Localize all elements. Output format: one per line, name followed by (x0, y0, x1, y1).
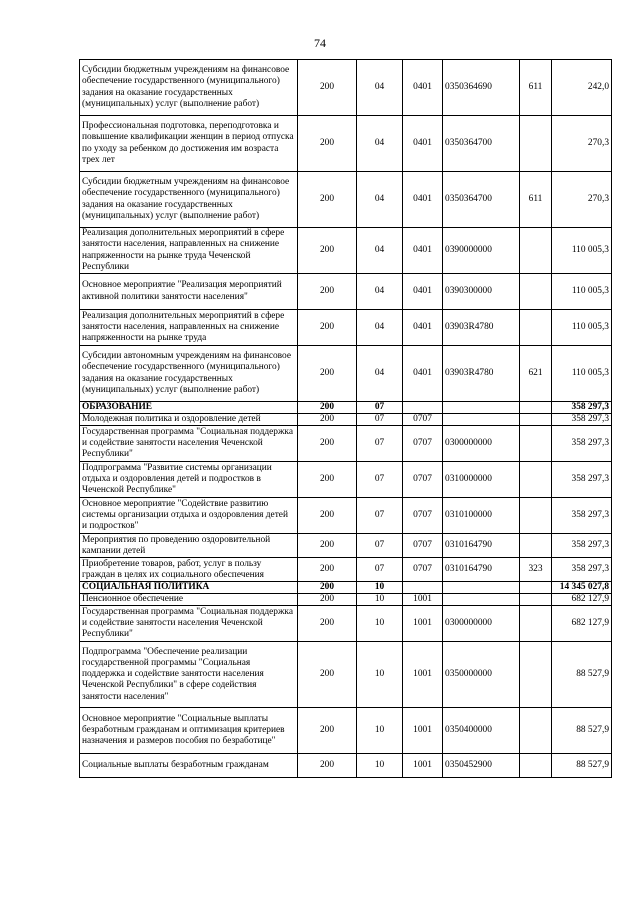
row-subsection: 1001 (403, 708, 443, 754)
row-section: 10 (357, 606, 403, 642)
row-expense-type (520, 274, 552, 310)
table-row (80, 558, 612, 582)
row-name: Подпрограмма "Обеспечение реализации государственной программы "Социальная поддержка и содействие занятости населения Чеченской Республики" в сфере содействия занятости населения" (80, 642, 298, 708)
row-subsection: 0401 (403, 116, 443, 172)
row-amount: 358 297,3 (552, 402, 612, 414)
row-subsection: 0707 (403, 558, 443, 582)
row-grbs: 200 (298, 426, 357, 462)
row-expense-type (520, 228, 552, 274)
row-section: 10 (357, 582, 403, 594)
row-name: Основное мероприятие "Социальные выплаты безработным гражданам и оптимизация критериев назначения и размеров пособия по безработице" (80, 708, 298, 754)
row-grbs: 200 (298, 414, 357, 426)
row-grbs: 200 (298, 498, 357, 534)
row-target-article: 0390000000 (443, 228, 520, 274)
row-section: 10 (357, 594, 403, 606)
row-grbs: 200 (298, 274, 357, 310)
row-grbs: 200 (298, 582, 357, 594)
row-section: 04 (357, 60, 403, 116)
row-amount: 242,0 (552, 60, 612, 116)
table-row (80, 228, 612, 274)
row-grbs: 200 (298, 534, 357, 558)
row-grbs: 200 (298, 228, 357, 274)
row-grbs: 200 (298, 558, 357, 582)
table-row (80, 172, 612, 228)
row-target-article: 0390300000 (443, 274, 520, 310)
table-row (80, 426, 612, 462)
row-target-article: 0350000000 (443, 642, 520, 708)
row-amount: 358 297,3 (552, 462, 612, 498)
row-expense-type (520, 310, 552, 346)
row-section: 07 (357, 402, 403, 414)
row-grbs: 200 (298, 172, 357, 228)
row-expense-type (520, 498, 552, 534)
table-row (80, 346, 612, 402)
row-amount: 88 527,9 (552, 708, 612, 754)
row-name: СОЦИАЛЬНАЯ ПОЛИТИКА (80, 582, 298, 594)
table-row (80, 60, 612, 116)
table-body (80, 60, 612, 778)
row-name: Субсидии бюджетным учреждениям на финансовое обеспечение государственного (муниципального) задания на оказание государственных (муниципальных) услуг (выполнение работ) (80, 172, 298, 228)
row-grbs: 200 (298, 310, 357, 346)
row-expense-type (520, 116, 552, 172)
row-grbs: 200 (298, 60, 357, 116)
row-grbs: 200 (298, 594, 357, 606)
row-amount: 110 005,3 (552, 346, 612, 402)
table-row (80, 310, 612, 346)
row-name: Реализация дополнительных мероприятий в сфере занятости населения, направленных на снижение напряженности на рынке труда (80, 310, 298, 346)
row-name: Подпрограмма "Развитие системы организации отдыха и оздоровления детей и подростков в Чеченской Республике" (80, 462, 298, 498)
row-subsection: 0707 (403, 498, 443, 534)
table-row (80, 708, 612, 754)
row-subsection: 0401 (403, 228, 443, 274)
table-row (80, 414, 612, 426)
row-expense-type (520, 754, 552, 778)
row-name: Основное мероприятие "Реализация мероприятий активной политики занятости населения" (80, 274, 298, 310)
table-row (80, 642, 612, 708)
row-amount: 88 527,9 (552, 754, 612, 778)
row-section: 04 (357, 346, 403, 402)
row-section: 04 (357, 116, 403, 172)
table-row (80, 754, 612, 778)
row-amount: 270,3 (552, 172, 612, 228)
row-expense-type (520, 402, 552, 414)
row-grbs: 200 (298, 606, 357, 642)
row-expense-type: 621 (520, 346, 552, 402)
table-row (80, 594, 612, 606)
row-grbs: 200 (298, 116, 357, 172)
row-grbs: 200 (298, 462, 357, 498)
row-target-article: 0300000000 (443, 606, 520, 642)
row-target-article: 0350364690 (443, 60, 520, 116)
row-section: 10 (357, 642, 403, 708)
table-row (80, 402, 612, 414)
row-subsection: 0707 (403, 414, 443, 426)
row-grbs: 200 (298, 754, 357, 778)
row-name: Мероприятия по проведению оздоровительной кампании детей (80, 534, 298, 558)
table-row (80, 274, 612, 310)
table-row (80, 462, 612, 498)
row-subsection: 1001 (403, 642, 443, 708)
row-expense-type (520, 582, 552, 594)
row-name: Государственная программа "Социальная поддержка и содействие занятости населения Чеченской Республики" (80, 426, 298, 462)
row-expense-type: 611 (520, 172, 552, 228)
row-subsection (403, 582, 443, 594)
row-section: 07 (357, 414, 403, 426)
row-grbs: 200 (298, 708, 357, 754)
row-section: 07 (357, 558, 403, 582)
row-subsection: 1001 (403, 594, 443, 606)
row-name: Пенсионное обеспечение (80, 594, 298, 606)
row-subsection: 0707 (403, 462, 443, 498)
budget-table (79, 59, 612, 778)
table-row (80, 582, 612, 594)
row-subsection: 0707 (403, 534, 443, 558)
row-target-article: 03903R4780 (443, 346, 520, 402)
row-subsection (403, 402, 443, 414)
row-target-article: 0310164790 (443, 558, 520, 582)
row-amount: 110 005,3 (552, 310, 612, 346)
table-row (80, 116, 612, 172)
row-amount: 358 297,3 (552, 558, 612, 582)
row-expense-type (520, 534, 552, 558)
row-grbs: 200 (298, 402, 357, 414)
row-name: Профессиональная подготовка, переподготовка и повышение квалификации женщин в период отпуска по уходу за ребенком до достижения им возраста трех лет (80, 116, 298, 172)
row-subsection: 0707 (403, 426, 443, 462)
row-name: Основное мероприятие "Содействие развитию системы организации отдыха и оздоровления детей и подростков" (80, 498, 298, 534)
row-expense-type: 323 (520, 558, 552, 582)
row-expense-type (520, 594, 552, 606)
row-section: 04 (357, 274, 403, 310)
row-subsection: 1001 (403, 606, 443, 642)
row-amount: 110 005,3 (552, 228, 612, 274)
table-row (80, 606, 612, 642)
row-target-article: 0300000000 (443, 426, 520, 462)
row-name: Приобретение товаров, работ, услуг в пользу граждан в целях их социального обеспечения (80, 558, 298, 582)
row-target-article: 0350364700 (443, 116, 520, 172)
row-target-article (443, 582, 520, 594)
row-amount: 358 297,3 (552, 426, 612, 462)
row-amount: 270,3 (552, 116, 612, 172)
row-amount: 358 297,3 (552, 498, 612, 534)
row-target-article: 03903R4780 (443, 310, 520, 346)
row-section: 04 (357, 172, 403, 228)
row-amount: 14 345 027,8 (552, 582, 612, 594)
row-section: 10 (357, 708, 403, 754)
row-target-article: 0350452900 (443, 754, 520, 778)
row-subsection: 1001 (403, 754, 443, 778)
row-target-article: 0350364700 (443, 172, 520, 228)
row-expense-type (520, 708, 552, 754)
row-target-article (443, 402, 520, 414)
row-target-article: 0310164790 (443, 534, 520, 558)
row-amount: 110 005,3 (552, 274, 612, 310)
row-subsection: 0401 (403, 310, 443, 346)
row-section: 04 (357, 228, 403, 274)
row-section: 04 (357, 310, 403, 346)
row-amount: 358 297,3 (552, 534, 612, 558)
row-expense-type: 611 (520, 60, 552, 116)
row-section: 07 (357, 534, 403, 558)
row-grbs: 200 (298, 642, 357, 708)
row-subsection: 0401 (403, 274, 443, 310)
row-amount: 682 127,9 (552, 606, 612, 642)
row-amount: 88 527,9 (552, 642, 612, 708)
row-grbs: 200 (298, 346, 357, 402)
row-target-article: 0350400000 (443, 708, 520, 754)
table-row (80, 534, 612, 558)
row-target-article: 0310100000 (443, 498, 520, 534)
row-target-article (443, 414, 520, 426)
row-amount: 358 297,3 (552, 414, 612, 426)
row-amount: 682 127,9 (552, 594, 612, 606)
row-name: Субсидии бюджетным учреждениям на финансовое обеспечение государственного (муниципального) задания на оказание государственных (муниципальных) услуг (выполнение работ) (80, 60, 298, 116)
row-subsection: 0401 (403, 60, 443, 116)
row-expense-type (520, 606, 552, 642)
row-section: 07 (357, 426, 403, 462)
row-section: 07 (357, 462, 403, 498)
row-name: Социальные выплаты безработным гражданам (80, 754, 298, 778)
row-expense-type (520, 462, 552, 498)
row-subsection: 0401 (403, 172, 443, 228)
row-section: 07 (357, 498, 403, 534)
row-target-article: 0310000000 (443, 462, 520, 498)
row-name: Молодежная политика и оздоровление детей (80, 414, 298, 426)
row-subsection: 0401 (403, 346, 443, 402)
row-expense-type (520, 426, 552, 462)
row-expense-type (520, 414, 552, 426)
page-number: 74 (314, 36, 326, 50)
row-expense-type (520, 642, 552, 708)
row-name: Государственная программа "Социальная поддержка и содействие занятости населения Чеченской Республики" (80, 606, 298, 642)
row-name: Субсидии автономным учреждениям на финансовое обеспечение государственного (муниципального) задания на оказание государственных (муниципальных) услуг (выполнение работ) (80, 346, 298, 402)
row-section: 10 (357, 754, 403, 778)
table-row (80, 498, 612, 534)
row-name: Реализация дополнительных мероприятий в сфере занятости населения, направленных на снижение напряженности на рынке труда Чеченской Республики (80, 228, 298, 274)
row-target-article (443, 594, 520, 606)
row-name: ОБРАЗОВАНИЕ (80, 402, 298, 414)
